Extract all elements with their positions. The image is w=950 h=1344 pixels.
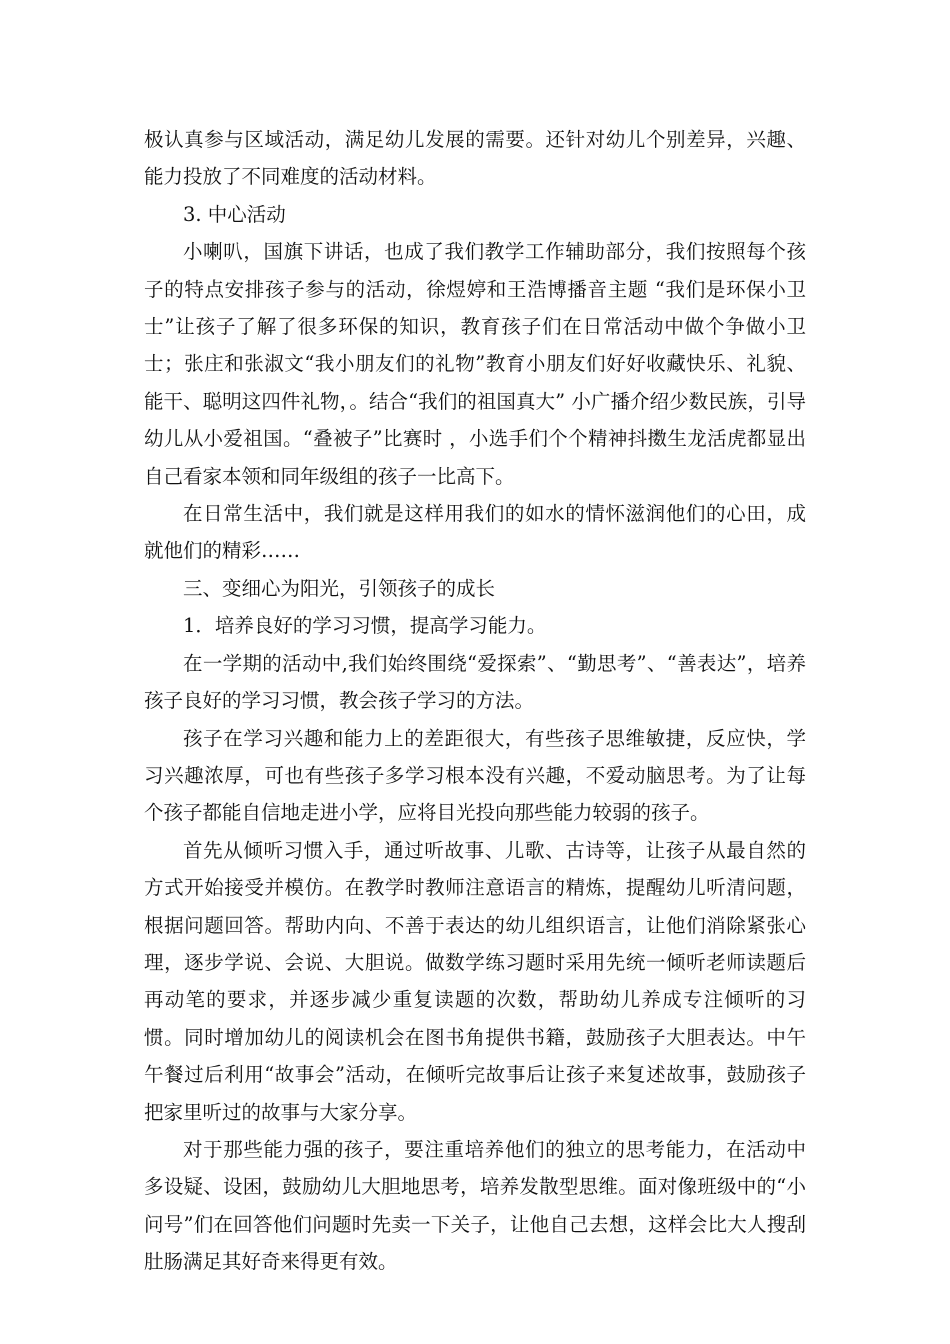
section-heading-three: 三、变细心为阳光，引领孩子的成长 [183, 576, 496, 600]
paragraph-ability-gap: 孩子在学习兴趣和能力上的差距很大，有些孩子思维敏捷，反应快，学习兴趣浓厚，可也有些孩子多学习根本没有兴趣，不爱动脑思考。为了让每个孩子都能自信地走进小学，应将目光投向那些能力较弱的孩子。 [144, 726, 806, 825]
paragraph-continuation: 极认真参与区域活动，满足幼儿发展的需要。还针对幼儿个别差异，兴趣、能力投放了不同难度的活动材料。 [144, 128, 806, 189]
paragraph-strong-children: 对于那些能力强的孩子，要注重培养他们的独立的思考能力，在活动中多设疑、设困，鼓励幼儿大胆地思考，培养发散型思维。面对像班级中的“小问号”们在回答他们问题时先卖一下关子，让他自己去想，这样会比大人搜刮肚肠满足其好奇来得更有效。 [144, 1137, 806, 1274]
document-body [144, 121, 806, 1281]
subheading-center-activity: 3. 中心活动 [183, 202, 286, 226]
paragraph-daily-life: 在日常生活中，我们就是这样用我们的如水的情怀滋润他们的心田，成就他们的精彩…… [144, 502, 806, 563]
subheading-learning-habits: 1．培养良好的学习习惯，提高学习能力。 [183, 614, 547, 638]
paragraph-listening-habits: 首先从倾听习惯入手，通过听故事、儿歌、古诗等，让孩子从最自然的方式开始接受并模仿。在教学时教师注意语言的精炼，提醒幼儿听清问题，根据问题回答。帮助内向、不善于表达的幼儿组织语言，让他们消除紧张心理，逐步学说、会说、大胆说。做数学练习题时采用先统一倾听老师读题后再动笔的要求，并逐步减少重复读题的次数，帮助幼儿养成专注倾听的习惯。同时增加幼儿的阅读机会在图书角提供书籍，鼓励孩子大胆表达。中午午餐过后利用“故事会”活动，在倾听完故事后让孩子来复述故事，鼓励孩子把家里听过的故事与大家分享。 [144, 838, 806, 1124]
paragraph-broadcast-activities: 小喇叭，国旗下讲话，也成了我们教学工作辅助部分，我们按照每个孩子的特点安排孩子参与的活动，徐煜婷和王浩博播音主题 “我们是环保小卫士”让孩子了解了很多环保的知识，教育孩子们在日常活动中做个争做小卫士；张庄和张淑文“我小朋友们的礼物”教育小朋友们好好收藏快乐、礼貌、能干、聪明这四件礼物，。结合“我们的祖国真大” 小广播介绍少数民族，引导幼儿从小爱祖国。“叠被子”比赛时 ，小选手们个个精神抖擞生龙活虎都显出自己看家本领和同年级组的孩子一比高下。 [144, 240, 806, 488]
paragraph-semester-activities: 在一学期的活动中,我们始终围绕“爱探索”、“勤思考”、“善表达”，培养孩子良好的学习习惯，教会孩子学习的方法。 [144, 651, 806, 713]
